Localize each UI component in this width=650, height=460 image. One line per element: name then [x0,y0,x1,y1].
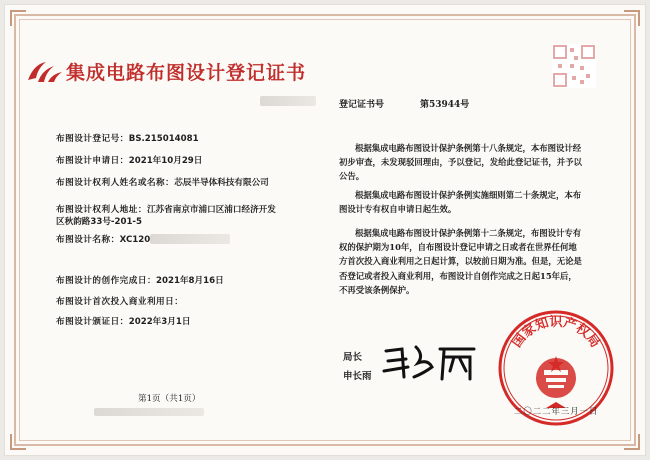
page-number: 第1页（共1页） [138,394,201,404]
certificate-title: 集成电路布图设计登记证书 [66,62,307,84]
field-holder-address: 布图设计权利人地址：江苏省南京市浦口区浦口经济开发区秋韵路33号-201-5 [56,205,276,227]
field-first-commercial-use: 布图设计首次投入商业利用日： [56,297,184,307]
redacted-region [260,96,316,106]
paragraph-registration: 根据集成电路布图设计保护条例第十八条规定，本布图设计经初步审查，未发现驳回理由，予以登记，发给此登记证书，并予以公告。 [339,143,582,182]
corner-ornament [624,10,640,26]
redacted-serial [94,408,204,416]
field-application-date: 布图设计申请日：2021年10月29日 [56,156,203,166]
registration-label: 登记证书号 [339,100,385,110]
field-rights-holder: 布图设计权利人姓名或名称：芯辰半导体科技有限公司 [56,178,269,188]
registration-number: 第53944号 [420,100,470,110]
field-creation-date: 布图设计的创作完成日：2021年8月16日 [56,276,224,286]
field-issue-date: 布图设计颁证日：2022年3月1日 [56,317,191,327]
svg-text:国家知识产权局: 国家知识产权局 [509,315,603,351]
qr-code-icon [552,44,596,88]
corner-ornament [10,10,26,26]
corner-ornament [10,434,26,450]
corner-ornament [624,434,640,450]
issue-date-chinese: 二〇二二年三月一日 [514,406,599,416]
signature-icon [380,337,480,385]
field-registration-no: 布图设计登记号：BS.215014081 [56,134,199,144]
field-design-name: 布图设计名称：XC120 [56,235,151,245]
paragraph-protection-term: 根据集成电路布图设计保护条例第十二条规定，布图设计专有权的保护期为10年，自布图设计登记申请之日或者在世界任何地方首次投入商业利用之日起计算，以较前日期为准。但是，无论是否登记或者投入商业利用，布图设计自创作完成之日起15年后，不再受该条例保护。 [339,228,582,295]
director-title: 局长 [343,352,363,363]
director-name: 申长雨 [343,371,372,382]
cnipa-logo-icon [24,58,64,86]
paragraph-effective: 根据集成电路布图设计保护条例实施细则第二十条规定，本布图设计专有权自申请日起生效。 [339,190,582,215]
redacted-region [150,234,230,244]
